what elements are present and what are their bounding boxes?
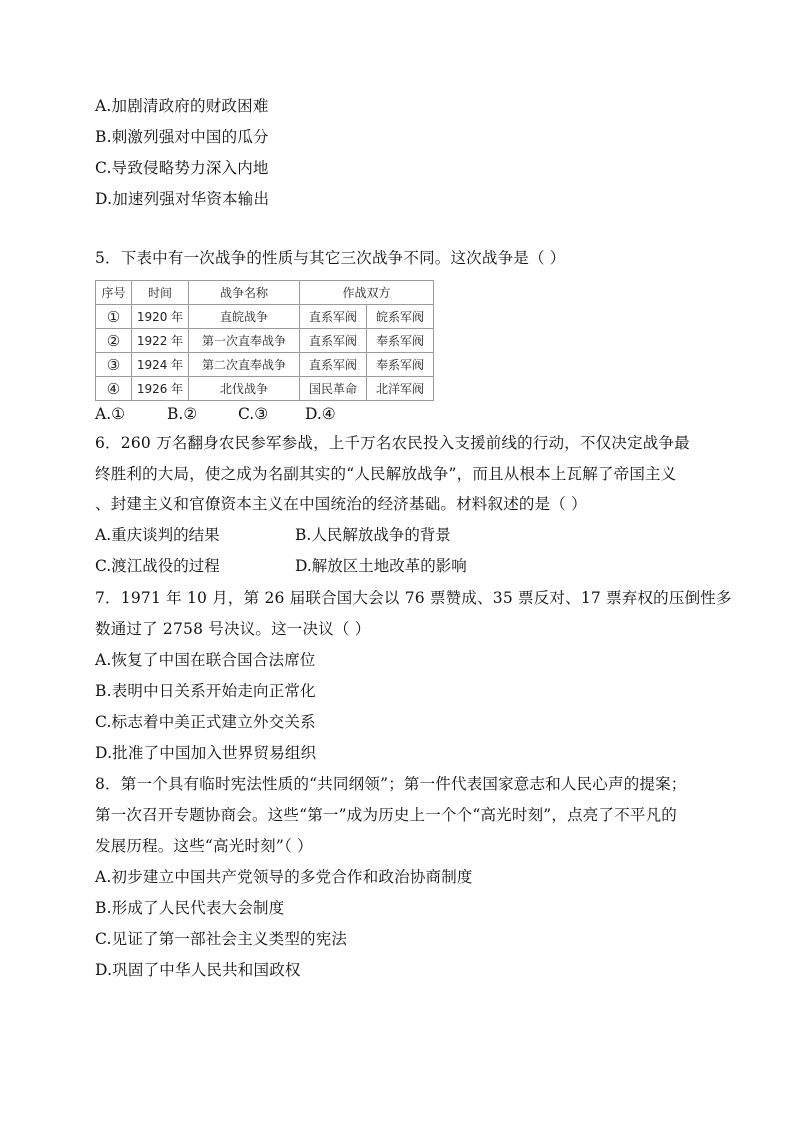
q8-option-d: D.巩固了中华人民共和国政权 — [95, 961, 301, 979]
header-no: 序号 — [96, 281, 132, 305]
q5-stem: 5．下表中有一次战争的性质与其它三次战争不同。这次战争是（ ） — [95, 249, 566, 267]
row-side-a: 国民革命 — [300, 377, 367, 401]
table-header-row — [96, 281, 434, 305]
q5-options — [95, 404, 395, 424]
row-year: 1926 年 — [132, 377, 189, 401]
row-war-name: 第二次直奉战争 — [189, 353, 300, 377]
row-no: ① — [96, 305, 132, 329]
q6-stem-line-2: 终胜利的大局，使之成为名副其实的“人民解放战争”，而且从根本上瓦解了帝国主义 — [95, 465, 677, 483]
row-side-a: 直系军阀 — [300, 329, 367, 353]
q4-option-b: B.刺激列强对中国的瓜分 — [95, 128, 269, 146]
q8-stem-line-2: 第一次召开专题协商会。这些“第一”成为历史上一个个“高光时刻”，点亮了不平凡的 — [95, 806, 677, 824]
q8-stem-line-3: 发展历程。这些“高光时刻”（ ） — [95, 837, 313, 855]
table-row — [96, 305, 434, 329]
q8-option-a: A.初步建立中国共产党领导的多党合作和政治协商制度 — [95, 868, 473, 886]
q8-option-b: B.形成了人民代表大会制度 — [95, 899, 285, 917]
header-time: 时间 — [132, 281, 189, 305]
row-year: 1920 年 — [132, 305, 189, 329]
header-sides: 作战双方 — [300, 281, 434, 305]
q5-option-c: C.③ — [238, 405, 269, 423]
q5-option-a: A.① — [95, 405, 126, 423]
q7-option-a: A.恢复了中国在联合国合法席位 — [95, 651, 316, 669]
row-war-name: 北伐战争 — [189, 377, 300, 401]
q6-stem-line-1: 6．260 万名翻身农民参军参战，上千万名农民投入支援前线的行动，不仅决定战争最 — [95, 434, 690, 452]
row-side-b: 奉系军阀 — [367, 329, 434, 353]
table-row — [96, 329, 434, 353]
q7-option-b: B.表明中日关系开始走向正常化 — [95, 682, 316, 700]
row-no: ③ — [96, 353, 132, 377]
table-row — [96, 353, 434, 377]
q7-option-d: D.批准了中国加入世界贸易组织 — [95, 744, 317, 762]
q6-options-row-1 — [95, 525, 595, 545]
row-year: 1922 年 — [132, 329, 189, 353]
row-side-b: 北洋军阀 — [367, 377, 434, 401]
q6-option-b: B.人民解放战争的背景 — [295, 526, 451, 544]
q7-stem-line-1: 7．1971 年 10 月，第 26 届联合国大会以 76 票赞成、35 票反对、17 票弃权的压倒性多 — [95, 589, 732, 607]
row-side-a: 直系军阀 — [300, 305, 367, 329]
q6-option-d: D.解放区土地改革的影响 — [295, 557, 467, 575]
row-war-name: 直皖战争 — [189, 305, 300, 329]
q7-option-c: C.标志着中美正式建立外交关系 — [95, 713, 316, 731]
q4-option-d: D.加速列强对华资本输出 — [95, 190, 270, 208]
row-no: ② — [96, 329, 132, 353]
row-side-b: 皖系军阀 — [367, 305, 434, 329]
table-row — [96, 377, 434, 401]
row-year: 1924 年 — [132, 353, 189, 377]
row-side-a: 直系军阀 — [300, 353, 367, 377]
q5-option-d: D.④ — [305, 405, 336, 423]
q8-stem-line-1: 8．第一个具有临时宪法性质的“共同纲领”；第一件代表国家意志和人民心声的提案； — [95, 775, 687, 793]
q6-stem-line-3: 、封建主义和官僚资本主义在中国统治的经济基础。材料叙述的是（ ） — [95, 495, 587, 513]
q6-options-row-2 — [95, 556, 595, 576]
q5-option-b: B.② — [167, 405, 198, 423]
q7-stem-line-2: 数通过了 2758 号决议。这一决议（ ） — [95, 620, 371, 638]
war-table — [95, 280, 434, 401]
q4-option-c: C.导致侵略势力深入内地 — [95, 159, 269, 177]
row-side-b: 奉系军阀 — [367, 353, 434, 377]
header-war-name: 战争名称 — [189, 281, 300, 305]
q6-option-a: A.重庆谈判的结果 — [95, 526, 220, 544]
q4-option-a: A.加剧清政府的财政困难 — [95, 97, 269, 115]
row-war-name: 第一次直奉战争 — [189, 329, 300, 353]
q6-option-c: C.渡江战役的过程 — [95, 557, 220, 575]
row-no: ④ — [96, 377, 132, 401]
q8-option-c: C.见证了第一部社会主义类型的宪法 — [95, 930, 348, 948]
